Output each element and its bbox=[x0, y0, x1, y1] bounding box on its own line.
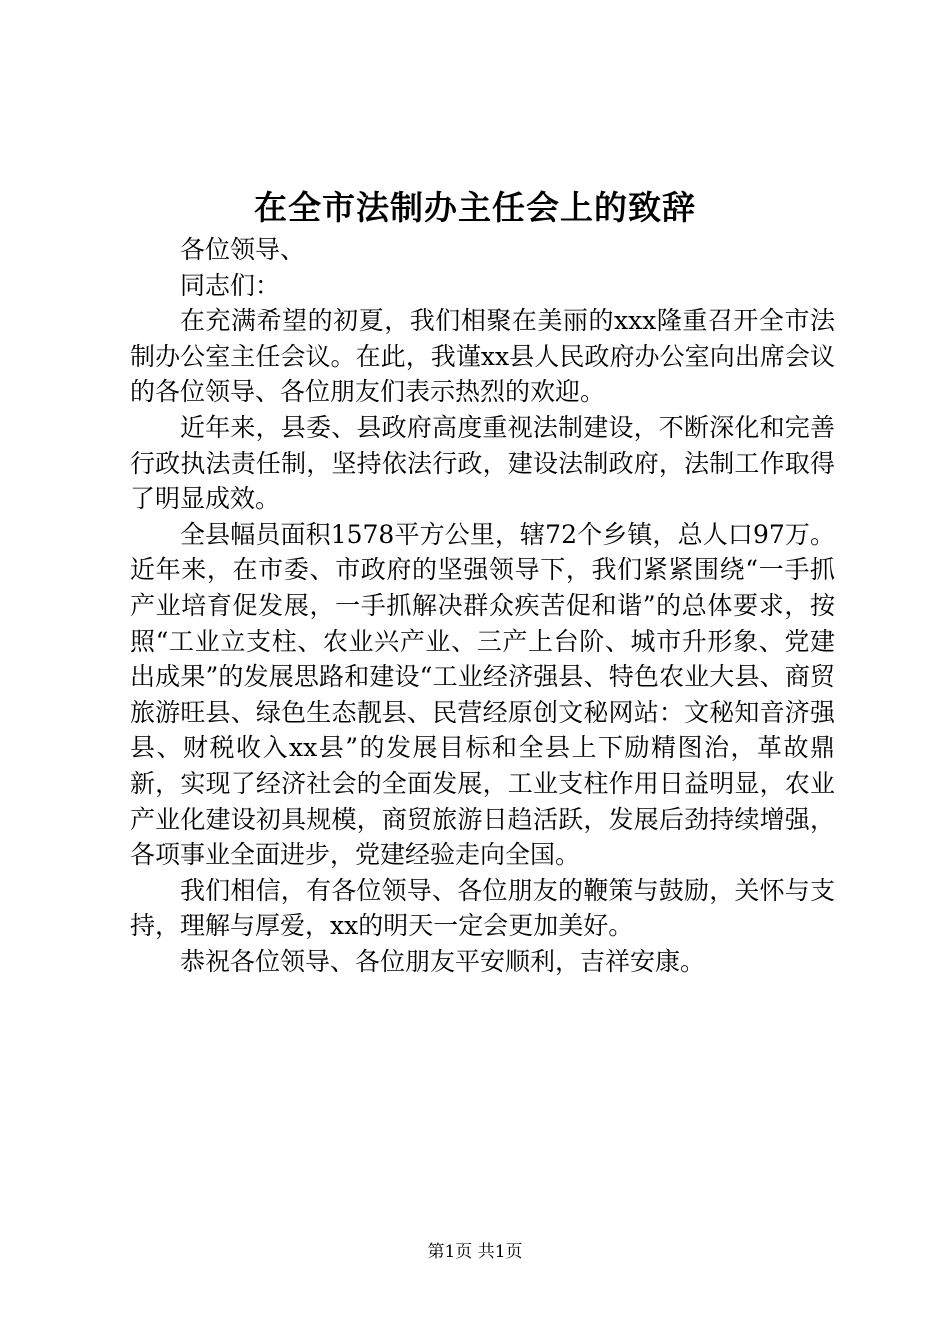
paragraph-legal-work: 近年来，县委、县政府高度重视法制建设，不断深化和完善行政执法责任制，坚持依法行政，建设法制政府，法制工作取得了明显成效。 bbox=[130, 412, 835, 514]
paragraph-welcome: 在充满希望的初夏，我们相聚在美丽的xxx隆重召开全市法制办公室主任会议。在此，我谨xx县人民政府办公室向出席会议的各位领导、各位朋友们表示热烈的欢迎。 bbox=[130, 306, 835, 407]
paragraph-county-overview: 全县幅员面积1578平方公里，辖72个乡镇，总人口97万。近年来，在市委、市政府的坚强领导下，我们紧紧围绕“一手抓产业培育促发展，一手抓解决群众疾苦促和谐”的总体要求，按照“工业立支柱、农业兴产业、三产上台阶、城市升形象、党建出成果”的发展思路和建设“工业经济强县、特色农业大县、商贸旅游旺县、绿色生态靓县、民营经原创文秘网站：文秘知音济强县、财税收入xx县”的发展目标和全县上下励精图治，革故鼎新，实现了经济社会的全面发展，工业支柱作用日益明显，农业产业化建设初具规模，商贸旅游日趋活跃，发展后劲持续增强，各项事业全面进步，党建经验走向全国。 bbox=[130, 519, 835, 870]
page-number-footer: 第1页 共1页 bbox=[427, 1242, 523, 1262]
salutation-line-1: 各位领导、 bbox=[180, 235, 306, 264]
document-body bbox=[130, 232, 835, 979]
paragraph-confidence: 我们相信，有各位领导、各位朋友的鞭策与鼓励，关怀与支持，理解与厚爱，xx的明天一定会更加美好。 bbox=[130, 875, 835, 941]
paragraph-closing-wishes: 恭祝各位领导、各位朋友平安顺利，吉祥安康。 bbox=[180, 946, 706, 976]
salutation-line-2: 同志们： bbox=[180, 270, 281, 300]
document-title: 在全市法制办主任会上的致辞 bbox=[254, 188, 696, 227]
